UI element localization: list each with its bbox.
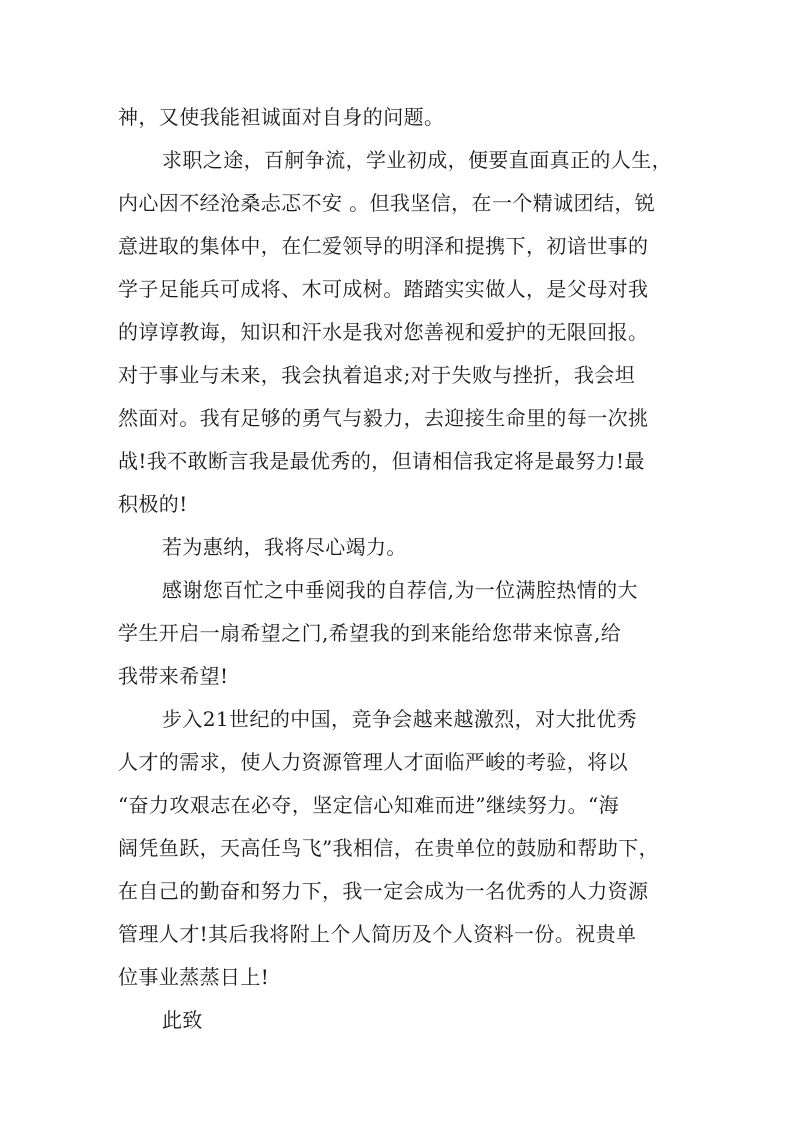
text-line: 意进取的集体中，在仁爱领导的明泽和提携下，初谙世事的 bbox=[118, 234, 649, 258]
text-line: 学生开启一扇希望之门,希望我的到来能给您带来惊喜,给 bbox=[118, 621, 622, 645]
paragraph-start-line: 步入21世纪的中国，竞争会越来越激烈，对大批优秀 bbox=[162, 707, 638, 731]
closing-line: 此致 bbox=[162, 1008, 203, 1032]
paragraph-start-line: 感谢您百忙之中垂阅我的自荐信,为一位满腔热情的大 bbox=[162, 578, 638, 602]
text-line: 人才的需求，使人力资源管理人才面临严峻的考验，将以 bbox=[118, 750, 628, 774]
text-line: 管理人才!其后我将附上个人简历及个人资料一份。祝贵单 bbox=[118, 922, 637, 946]
text-line: 在自己的勤奋和努力下，我一定会成为一名优秀的人力资源 bbox=[118, 879, 649, 903]
text-line: 对于事业与未来，我会执着追求;对于失败与挫折，我会坦 bbox=[118, 363, 636, 387]
text-line: 神，又使我能袒诚面对自身的问题。 bbox=[118, 105, 445, 129]
text-line: 然面对。我有足够的勇气与毅力，去迎接生命里的每一次挑 bbox=[118, 406, 649, 430]
paragraph-start-line: 若为惠纳，我将尽心竭力。 bbox=[162, 535, 407, 559]
text-line: 阔凭鱼跃，天高任鸟飞”我相信，在贵单位的鼓励和帮助下， bbox=[118, 836, 660, 860]
text-line: 的谆谆教诲，知识和汗水是我对您善视和爱护的无限回报。 bbox=[118, 320, 649, 344]
text-line: 位事业蒸蒸日上! bbox=[118, 965, 270, 989]
text-line: 战!我不敢断言我是最优秀的，但请相信我定将是最努力!最 bbox=[118, 449, 645, 473]
text-line: 学子足能兵可成将、木可成树。踏踏实实做人，是父母对我 bbox=[118, 277, 649, 301]
paragraph-start-line: 求职之途，百舸争流，学业初成，便要直面真正的人生， bbox=[162, 148, 672, 172]
text-line: 我带来希望! bbox=[118, 664, 229, 688]
text-line: “奋力攻艰志在必夺，坚定信心知难而进”继续努力。“海 bbox=[118, 793, 620, 817]
text-line: 内心因不经沧桑忐忑不安 。但我坚信，在一个精诚团结，锐 bbox=[118, 191, 656, 215]
text-line: 积极的! bbox=[118, 492, 188, 516]
